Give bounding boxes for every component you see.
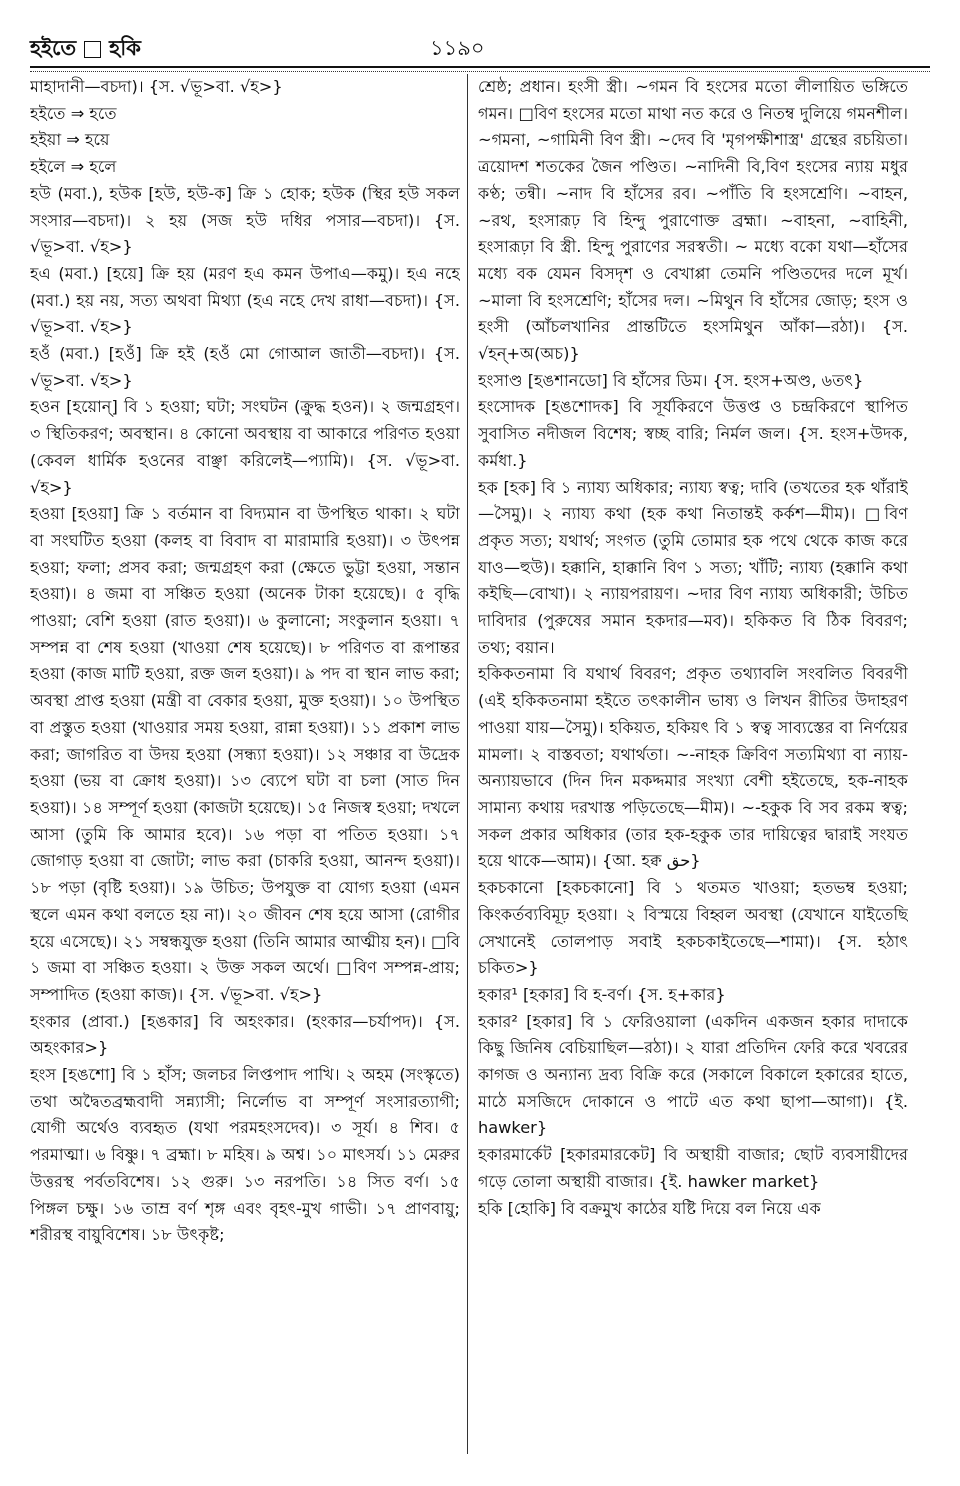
- guide-word-end: হকি: [109, 36, 141, 60]
- entry: হএ (মবা.) [হয়ে] ক্রি হয় (মরণ হএ কমন উপাএ—কমু)। হএ নহে (মবা.) হয় নয়, সত্য অথবা মিথ্যা (হএ নহে দেখ রাধা—বচদা)। {স. √ভূ>বা. √হ>}: [30, 263, 460, 337]
- entry: হউ (মবা.), হউক [হউ, হউ-ক] ক্রি ১ হোক; হউক (স্থির হউ সকল সংসার—বচদা)। ২ হয় (সজ হউ দধির পসার—বচদা)। {স. √ভূ>বা. √হ>}: [30, 183, 460, 257]
- column-divider: [467, 74, 468, 1454]
- right-column: [478, 74, 908, 1454]
- header-rule: [30, 66, 930, 72]
- guide-word-start: হইতে: [30, 36, 77, 60]
- entry: হইলে ⇒ হলে: [30, 157, 117, 177]
- entry: হংকার (প্রাবা.) [হঙকার] বি অহংকার। (হংকার—চর্যাপদ)। {স. অহংকার>}: [30, 1011, 460, 1058]
- guide-words: [30, 32, 141, 67]
- entry: হকার¹ [হকার] বি হ-বর্ণ। {স. হ+কার}: [478, 984, 726, 1004]
- page-header: [30, 30, 930, 66]
- entry: হকার² [হকার] বি ১ ফেরিওয়ালা (একদিন একজন হকার দাদাকে কিছু জিনিষ বেচিয়াছিল—রঠা)। ২ যারা প্রতিদিন ফেরি করে খবরের কাগজ ও অন্যান্য দ্রব্য বিক্রি করে (সকালে বিকালে হকারের হাতে, মাঠে মসজিদে দোকানে ও পাটে এত কথা ছাপা—আগা)। {ই. hawker}: [478, 1011, 908, 1138]
- entry: হইতে ⇒ হতে: [30, 103, 117, 123]
- entry: হওয়া [হওয়া] ক্রি ১ বর্তমান বা বিদ্যমান বা উপস্থিত থাকা। ২ ঘটা বা সংঘটিত হওয়া (কলহ বা বিবাদ বা মারামারি হওয়া)। ৩ উৎপন্ন হওয়া; ফলা; প্রসব করা; জন্মগ্রহণ করা (ক্ষেতে ভুট্টা হওয়া, সন্তান হওয়া)। ৪ জমা বা সঞ্চিত হওয়া (অনেক টাকা হয়েছে)। ৫ বৃদ্ধি পাওয়া; বেশি হওয়া (রাত হওয়া)। ৬ কুলানো; সংকুলান হওয়া। ৭ সম্পন্ন বা শেষ হওয়া (খাওয়া শেষ হয়েছে)। ৮ পরিণত বা রূপান্তর হওয়া (কাজ মাটি হওয়া, রক্ত জল হওয়া)। ৯ পদ বা স্থান লাভ করা; অবস্থা প্রাপ্ত হওয়া (মন্ত্রী বা বেকার হওয়া, মুক্ত হওয়া)। ১০ উপস্থিত বা প্রস্তুত হওয়া (খাওয়ার সময় হওয়া, রান্না হওয়া)। ১১ প্রকাশ লাভ করা; জাগরিত বা উদয় হওয়া (সন্ধ্যা হওয়া)। ১২ সঞ্চার বা উদ্রেক হওয়া (ভয় বা ক্রোধ হওয়া)। ১৩ ব্যেপে ঘটা বা চলা (সাত দিন হওয়া)। ১৪ সম্পূর্ণ হওয়া (কাজটা হয়েছে)। ১৫ নিজস্ব হওয়া; দখলে আসা (তুমি কি আমার হবে)। ১৬ পড়া বা পতিত হওয়া। ১৭ জোগাড় হওয়া বা জোটা; লাভ করা (চাকরি হওয়া, আনন্দ হওয়া)। ১৮ পড়া (বৃষ্টি হওয়া)। ১৯ উচিত; উপযুক্ত বা যোগ্য হওয়া (এমন স্থলে এমন কথা বলতে হয় না)। ২০ জীবন শেষ হয়ে আসা (রোগীর হয়ে এসেছে)। ২১ সম্বন্ধযুক্ত হওয়া (তিনি আমার আত্মীয় হন)। □বি ১ জমা বা সঞ্চিত হওয়া। ২ উক্ত সকল অর্থে। □বিণ সম্পন্ন-প্রায়; সম্পাদিত (হওয়া কাজ)। {স. √ভূ>বা. √হ>}: [30, 504, 460, 1004]
- entry: হকি [হোকি] বি বক্রমুখ কাঠের যষ্টি দিয়ে বল নিয়ে এক: [478, 1198, 821, 1218]
- entry: হকচকানো [হকচকানো] বি ১ থতমত খাওয়া; হতভম্ব হওয়া; কিংকর্তব্যবিমূঢ় হওয়া। ২ বিস্ময়ে বিহ্বল অবস্থা (যেখানে যাইতেছি সেখানেই তোলপাড় সবাই হকচকাইতেছে—শামা)। {স. হঠাৎ চকিত>}: [478, 878, 908, 978]
- entry: হকারমার্কেট [হকারমারকেট] বি অস্থায়ী বাজার; ছোট ব্যবসায়ীদের গড়ে তোলা অস্থায়ী বাজার। {ই. hawker market}: [478, 1145, 908, 1191]
- entry: হংসাণ্ড [হঙশানডো] বি হাঁসের ডিম। {স. হংস+অণ্ড, ৬তৎ}: [478, 370, 864, 390]
- entry: হংসোদক [হঙশোদক] বি সূর্যকিরণে উত্তপ্ত ও চন্দ্রকিরণে স্থাপিত সুবাসিত নদীজল বিশেষ; স্বচ্ছ বারি; নির্মল জল। {স. হংস+উদক, কর্মধা.}: [478, 397, 908, 470]
- entry: হংস [হঙশো] বি ১ হাঁস; জলচর লিপ্তপাদ পাখি। ২ অহম (সংস্কৃতে) তথা অদ্বৈতব্রহ্মবাদী সন্ন্যাসী; নির্লোভ বা সম্পূর্ণ সংসারত্যাগী; যোগী অর্থেও ব্যবহৃত (যথা পরমহংসদেব)। ৩ সূর্য। ৪ শিব। ৫ পরমাত্মা। ৬ বিষ্ণু। ৭ ব্রহ্মা। ৮ মহিষ। ৯ অশ্ব। ১০ মাৎসর্য। ১১ মেরুর উত্তরস্থ পর্বতবিশেষ। ১২ গুরু। ১৩ নরপতি। ১৪ সিত বর্ণ। ১৫ পিঙ্গল চক্ষু। ১৬ তাম্র বর্ণ শৃঙ্গ এবং বৃহৎ-মুখ গাভী। ১৭ প্রাণবায়ু; শরীরস্থ বায়ুবিশেষ। ১৮ উৎকৃষ্ট;: [30, 1065, 460, 1245]
- entry: হওঁ (মবা.) [হওঁ] ক্রি হই (হওঁ মো গোআল জাতী—বচদা)। {স. √ভূ>বা. √হ>}: [30, 344, 460, 390]
- left-column: [30, 74, 460, 1454]
- page-number: ১১৯০: [430, 36, 485, 60]
- entry: হক [হক] বি ১ ন্যায্য অধিকার; ন্যায্য স্বত্ব; দাবি (তখতের হক থাঁরাই—সৈমু)। ২ ন্যায্য কথা (হক কথা নিতান্তই কর্কশ—মীম)। □বিণ প্রকৃত সত্য; যথার্থ; সংগত (তুমি তোমার হক পথে থেকে কাজ করে যাও—হুউ)। হক্কানি, হাক্কানি বিণ ১ সত্য; খাঁটি; ন্যায্য (হক্কানি কথা কইছি—বোখা)। ২ ন্যায়পরায়ণ। ~দার বিণ ন্যায্য অধিকারী; উচিত দাবিদার (পুরুষের সমান হকদার—মব)। হকিকত বি ঠিক বিবরণ; তথ্য; বয়ান।: [478, 477, 908, 657]
- entry: শ্রেষ্ঠ; প্রধান। হংসী স্ত্রী। ~গমন বি হংসের মতো লীলায়িত ভঙ্গিতে গমন। □বিণ হংসের মতো মাথা নত করে ও নিতম্ব দুলিয়ে গমনশীল। ~গমনা, ~গামিনী বিণ স্ত্রী। ~দেব বি 'মৃগপক্ষীশাস্ত্র' গ্রন্থের রচয়িতা। ত্রয়োদশ শতকের জৈন পণ্ডিত। ~নাদিনী বি,বিণ হংসের ন্যায় মধুর কণ্ঠ; তন্বী। ~নাদ বি হাঁসের রব। ~পাঁতি বি হংসশ্রেণি। ~বাহন, ~রথ, হংসারূঢ় বি হিন্দু পুরাণোক্ত ব্রহ্মা। ~বাহনা, ~বাহিনী, হংসারূঢ়া বি স্ত্রী. হিন্দু পুরাণের সরস্বতী। ~ মধ্যে বকো যথা—হাঁসের মধ্যে বক যেমন বিসদৃশ ও বেখাপ্পা তেমনি পণ্ডিতদের দলে মূর্খ। ~মালা বি হংসশ্রেণি; হাঁসের দল। ~মিথুন বি হাঁসের জোড়; হংস ও হংসী (আঁচলখানির প্রান্তটিতে হংসমিথুন আঁকা—রঠা)। {স. √হন্+অ(অচ)}: [478, 77, 908, 364]
- guide-separator-box: [84, 41, 101, 58]
- entry: হওন [হয়োন্] বি ১ হওয়া; ঘটা; সংঘটন (ক্রুদ্ধ হওন)। ২ জন্মগ্রহণ। ৩ স্থিতিকরণ; অবস্থান। ৪ কোনো অবস্থায় বা আকারে পরিণত হওয়া (কেবল ধার্মিক হওনের বাঞ্ছা করিলেই—প্যামি)। {স. √ভূ>বা. √হ>}: [30, 397, 460, 497]
- entry: মাহাদানী—বচদা)। {স. √ভূ>বা. √হ>}: [30, 77, 283, 96]
- entry: হইয়া ⇒ হয়ে: [30, 130, 110, 150]
- entry: হকিকতনামা বি যথার্থ বিবরণ; প্রকৃত তথ্যাবলি সংবলিত বিবরণী (এই হকিকতনামা হইতে তৎকালীন ভাষ্য ও লিখন রীতির উদাহরণ পাওয়া যায়—সৈমু)। হকিয়ত, হকিয়ৎ বি ১ স্বত্ব সাব্যস্তের বা নির্ণয়ের মামলা। ২ বাস্তবতা; যথার্থতা। ~-নাহক ক্রিবিণ সত্যমিথ্যা বা ন্যায়-অন্যায়ভাবে (দিন দিন মকদ্দমার সংখ্যা বেশী হইতেছে, হক-নাহক সামান্য কথায় দরখাস্ত পড়িতেছে—মীম)। ~-হকুক বি সব রকম স্বত্ব; সকল প্রকার অধিকার (তার হক-হকুক তার দায়িত্বের দ্বারাই সংযত হয়ে থাকে—আম)। {আ. হক্ব حق}: [478, 664, 908, 871]
